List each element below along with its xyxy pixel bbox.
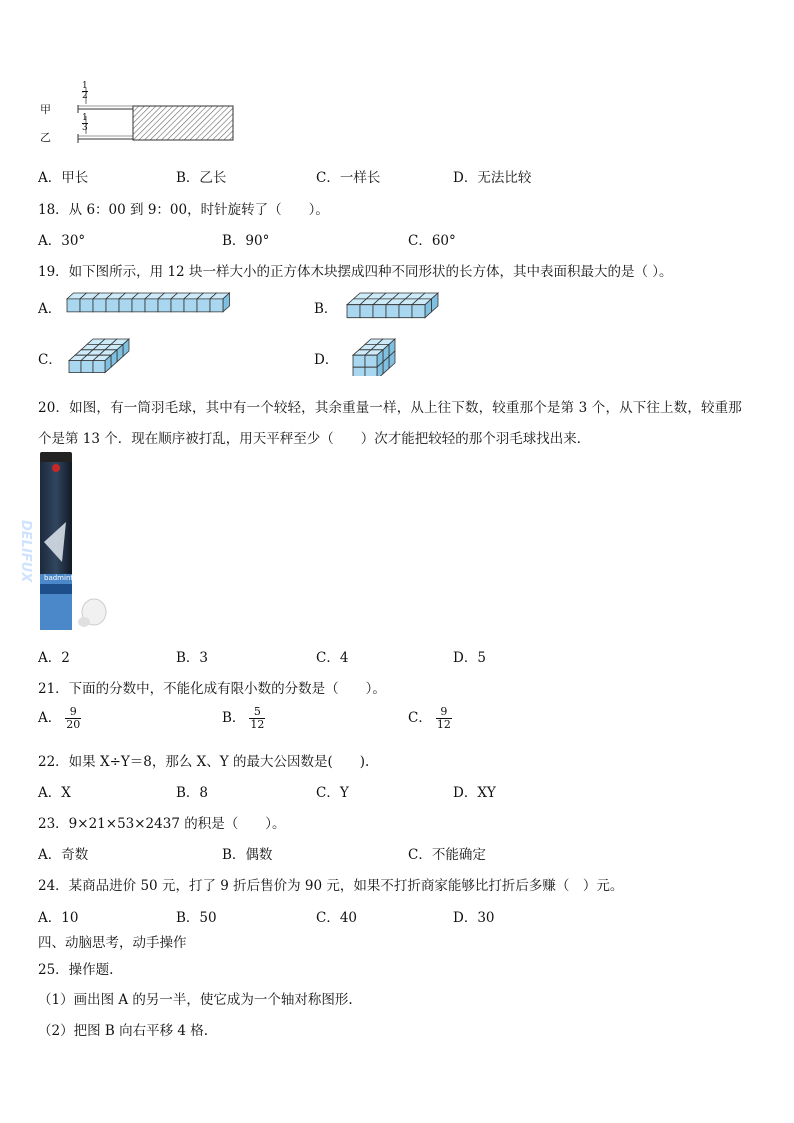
q24-option-d[interactable]: D．30 [453,910,495,926]
q19-cuboid-c [68,338,134,374]
q24-stem: 24．某商品进价 50 元，打了 9 折后售价为 90 元，如果不打折商家能够比打折后多赚（ ）元。 [38,878,624,894]
cube-front-face [93,361,105,373]
cube-front-face [171,299,184,312]
cube-front-face [81,361,93,373]
q19-cuboid-b [346,292,440,320]
q19-cuboid-a [66,292,234,316]
cube-front-face [197,299,210,312]
cube-front-face [360,305,373,318]
q23-stem: 23．9×21×53×2437 的积是（ ）。 [38,816,286,832]
tube-brand-text: DELIFUX [18,520,33,583]
cube-front-face [365,367,377,376]
q19-cuboid-d [352,338,406,376]
q17-option-a[interactable]: A．甲长 [38,170,89,186]
q18-option-b[interactable]: B．90° [222,233,270,249]
q21-option-b-label: B． [222,710,246,726]
q21-option-b[interactable] [222,706,265,731]
cube-front-face [145,299,158,312]
cube-front-face [210,299,223,312]
q19-label-b[interactable]: B． [314,301,338,317]
q22-option-b[interactable]: B．8 [176,785,209,801]
q23-option-a[interactable]: A．奇数 [38,847,89,863]
q17-option-c[interactable]: C．一样长 [316,170,381,186]
cube-front-face [353,355,365,367]
q17-diagram [38,82,238,148]
cube-front-face [386,305,399,318]
cube-front-face [119,299,132,312]
q19-label-d[interactable]: D． [314,352,339,368]
q17-fraction-yi: 1 3 [82,113,88,133]
cube-front-face [347,305,360,318]
q25-stem: 25．操作题. [38,962,114,978]
q23-option-c[interactable]: C．不能确定 [408,847,486,863]
cube-front-face [69,361,81,373]
q21-option-c-label: C． [408,710,432,726]
cube-front-face [353,367,365,376]
q20-stem-line1: 20．如图，有一筒羽毛球，其中有一个较轻，其余重量一样，从上往下数，较重那个是第 3 个，从下往上数，较重那 [38,400,742,416]
q22-stem: 22．如果 X÷Y＝8，那么 X、Y 的最大公因数是( ). [38,754,370,770]
q22-option-d[interactable]: D．XY [453,785,496,801]
q19-stem: 19．如下图所示，用 12 块一样大小的正方体木块摆成四种不同形状的长方体，其中表面积最大的是（ ）。 [38,264,673,280]
q17-option-b[interactable]: B．乙长 [176,170,227,186]
q17-fraction-jia: 1 2 [82,81,88,101]
q20-option-d[interactable]: D．5 [453,650,486,666]
q21-option-a-fraction: $\frac{9}{20}$ [66,705,81,731]
cube-front-face [93,299,106,312]
tube-sub-text: badminton [44,574,82,582]
q24-option-b[interactable]: B．50 [176,910,217,926]
q20-option-a[interactable]: A．2 [38,650,70,666]
q21-option-a-label: A． [38,710,62,726]
q23-option-b[interactable]: B．偶数 [222,847,273,863]
q17-option-d[interactable]: D．无法比较 [453,170,532,186]
q22-option-a[interactable]: A．X [38,785,71,801]
q19-label-a[interactable]: A． [38,301,62,317]
cube-front-face [67,299,80,312]
q21-option-c[interactable] [408,706,452,731]
q18-stem: 18．从 6：00 到 9：00，时针旋转了（ ）。 [38,202,329,218]
q20-option-c[interactable]: C．4 [316,650,349,666]
shuttlecock-tube-image [40,452,110,634]
q22-option-c[interactable]: C．Y [316,785,349,801]
q25-sub1: （1）画出图 A 的另一半，使它成为一个轴对称图形. [38,992,353,1008]
cube-front-face [365,355,377,367]
q19-label-c[interactable]: C． [38,352,62,368]
cube-front-face [106,299,119,312]
q21-option-c-fraction: $\frac{9}{12}$ [436,705,451,731]
q21-stem: 21．下面的分数中，不能化成有限小数的分数是（ ）。 [38,681,386,697]
cube-front-face [132,299,145,312]
section-4-title: 四、动脑思考，动手操作 [38,935,187,951]
q21-option-a[interactable] [38,706,81,731]
q20-option-b[interactable]: B．3 [176,650,209,666]
q24-option-a[interactable]: A．10 [38,910,79,926]
cube-front-face [80,299,93,312]
q18-option-a[interactable]: A．30° [38,233,86,249]
q17-label-yi: 乙 [40,131,51,144]
q18-option-c[interactable]: C．60° [408,233,456,249]
cube-front-face [373,305,386,318]
cube-front-face [158,299,171,312]
q17-label-jia: 甲 [40,103,51,116]
q20-stem-line2: 个是第 13 个．现在顺序被打乱，用天平秤至少（ ）次才能把较轻的那个羽毛球找出来． [38,431,591,447]
q24-option-c[interactable]: C．40 [316,910,358,926]
q21-option-b-fraction: $\frac{5}{12}$ [250,705,265,731]
cube-front-face [184,299,197,312]
q25-sub2: （2）把图 B 向右平移 4 格. [38,1023,209,1039]
cube-front-face [412,305,425,318]
cube-front-face [399,305,412,318]
